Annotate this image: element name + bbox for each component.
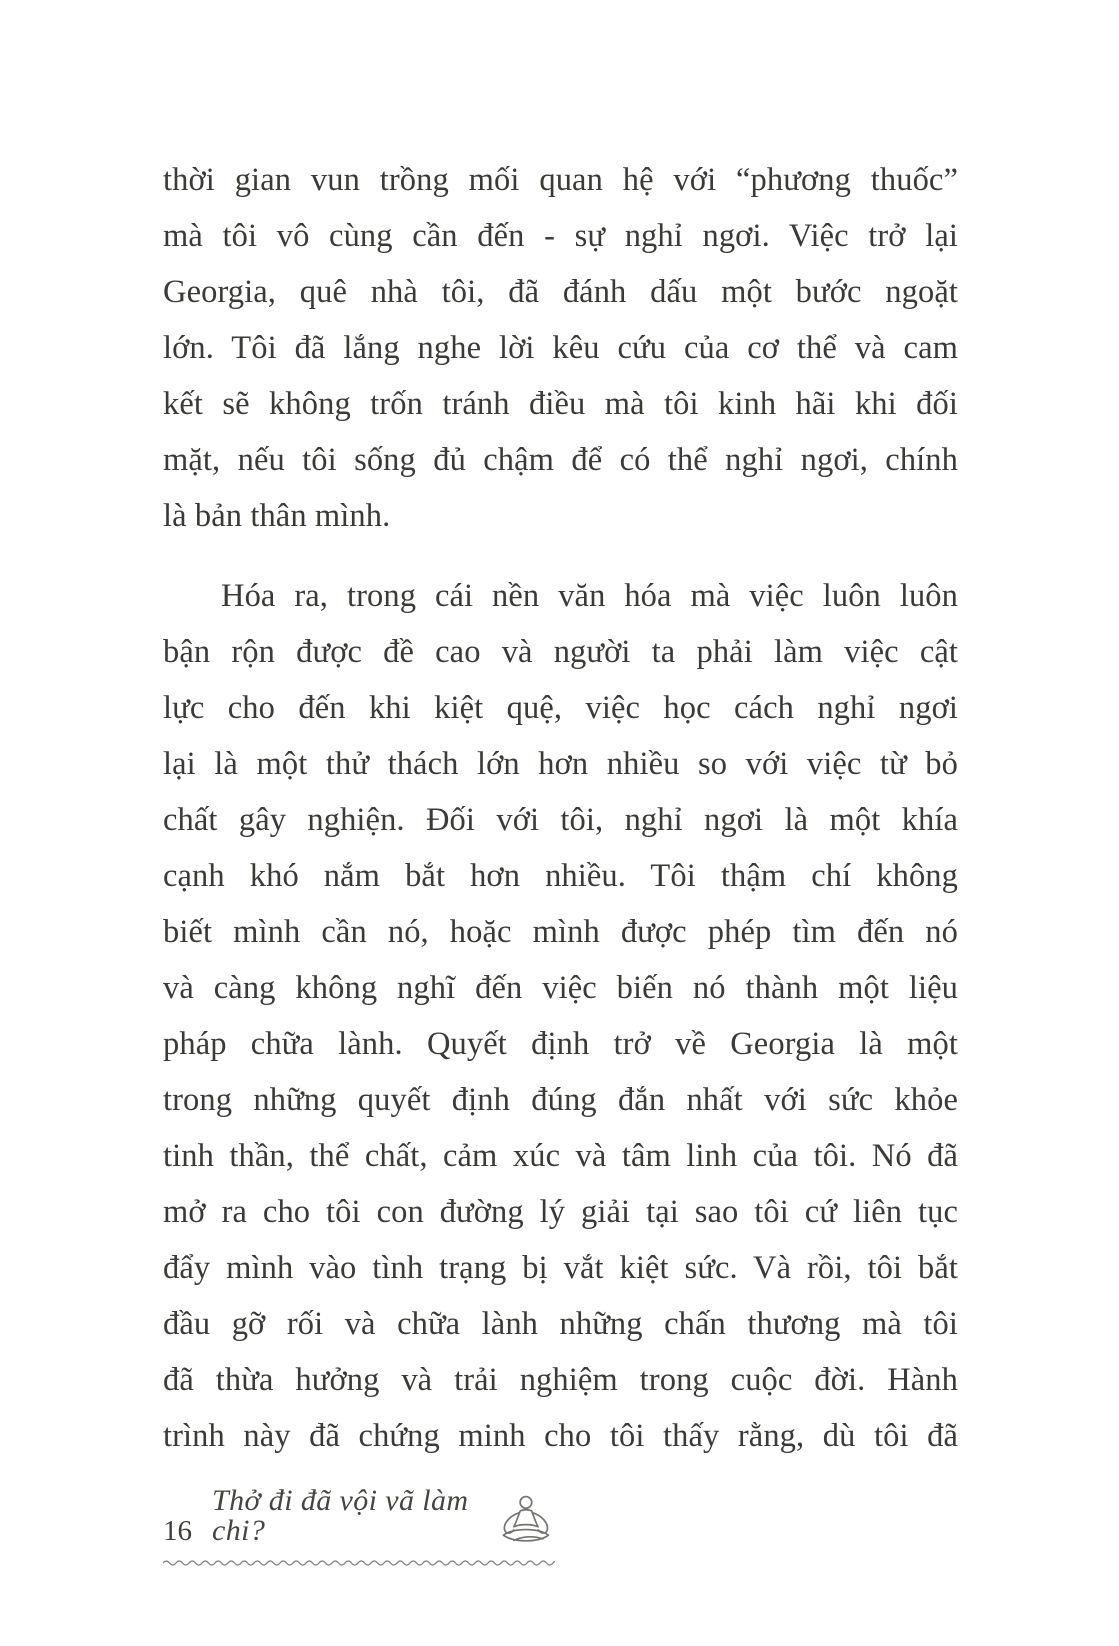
- paragraph: [163, 568, 958, 1464]
- text-line: bận rộn được đề cao và người ta phải làm việc cật: [163, 634, 958, 670]
- wavy-divider: [163, 1554, 555, 1564]
- text-line: lực cho đến khi kiệt quệ, việc học cách nghỉ ngơi: [163, 690, 958, 726]
- page-footer: [163, 1484, 555, 1564]
- text-line: và càng không nghĩ đến việc biến nó thành một liệu: [163, 970, 958, 1006]
- text-line: thời gian vun trồng mối quan hệ với “phương thuốc”: [163, 162, 958, 198]
- text-line: đẩy mình vào tình trạng bị vắt kiệt sức. Và rồi, tôi bắt: [163, 1250, 958, 1286]
- text-line: mà tôi vô cùng cần đến - sự nghỉ ngơi. Việc trở lại: [163, 218, 958, 254]
- body-text: [163, 152, 958, 1464]
- text-line: cạnh khó nắm bắt hơn nhiều. Tôi thậm chí không: [163, 858, 958, 894]
- running-title: Thở đi đã vội vã làm chi?: [212, 1484, 469, 1547]
- text-line: mở ra cho tôi con đường lý giải tại sao tôi cứ liên tục: [163, 1194, 958, 1230]
- paragraph: [163, 152, 958, 544]
- text-line: lớn. Tôi đã lắng nghe lời kêu cứu của cơ thể và cam: [163, 330, 958, 366]
- text-line: Georgia, quê nhà tôi, đã đánh dấu một bước ngoặt: [163, 274, 958, 310]
- text-line: lại là một thử thách lớn hơn nhiều so với việc từ bỏ: [163, 746, 958, 782]
- text-line: kết sẽ không trốn tránh điều mà tôi kinh hãi khi đối: [163, 386, 958, 422]
- text-line: pháp chữa lành. Quyết định trở về Georgia là một: [163, 1026, 958, 1062]
- text-line: đầu gỡ rối và chữa lành những chấn thương mà tôi: [163, 1306, 958, 1342]
- text-line: trong những quyết định đúng đắn nhất với sức khỏe: [163, 1082, 958, 1118]
- footer-line: [163, 1484, 555, 1552]
- text-line: trình này đã chứng minh cho tôi thấy rằng, dù tôi đã: [163, 1418, 958, 1454]
- text-line: mặt, nếu tôi sống đủ chậm để có thể nghỉ ngơi, chính: [163, 442, 958, 478]
- text-line: Hóa ra, trong cái nền văn hóa mà việc luôn luôn: [221, 578, 958, 614]
- text-line: đã thừa hưởng và trải nghiệm trong cuộc đời. Hành: [163, 1362, 958, 1398]
- meditation-icon: [495, 1494, 555, 1552]
- text-line: là bản thân mình.: [163, 498, 391, 534]
- text-line: tinh thần, thể chất, cảm xúc và tâm linh của tôi. Nó đã: [163, 1138, 958, 1174]
- page-number: 16: [163, 1515, 192, 1547]
- text-line: chất gây nghiện. Đối với tôi, nghỉ ngơi là một khía: [163, 802, 958, 838]
- text-line: biết mình cần nó, hoặc mình được phép tìm đến nó: [163, 914, 958, 950]
